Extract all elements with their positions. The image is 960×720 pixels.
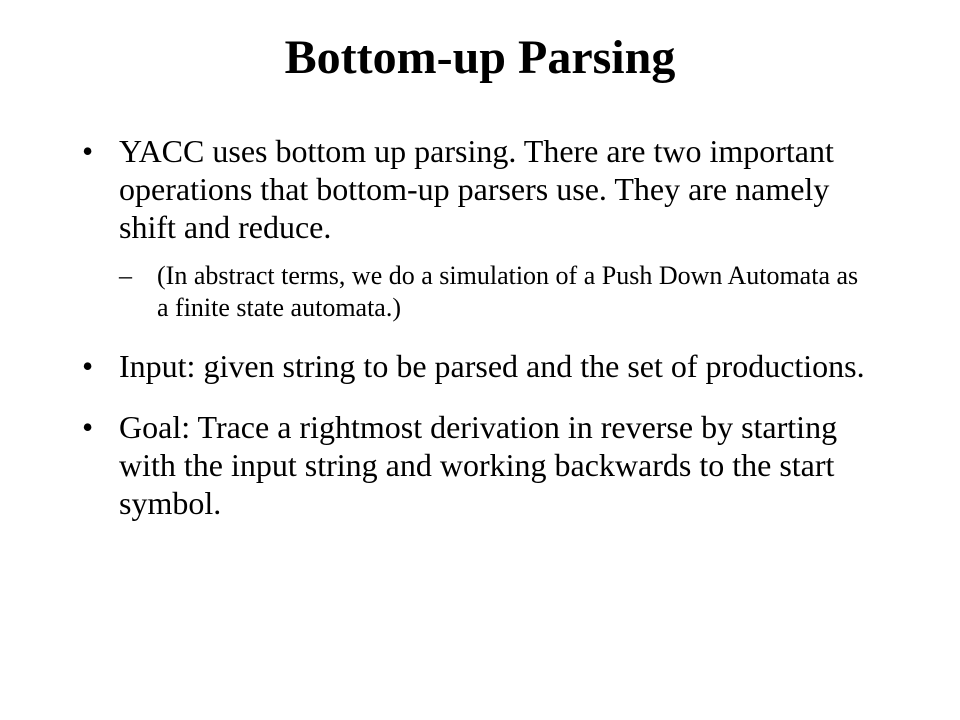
bullet-text-input: Input: given string to be parsed and the set of productions. <box>119 348 865 384</box>
bullet-marker: • <box>82 409 94 445</box>
slide-title: Bottom-up Parsing <box>284 31 676 84</box>
bullet-marker: • <box>82 348 94 384</box>
sub-bullet-item-abstract <box>119 260 872 324</box>
bullet-item-goal <box>82 408 872 522</box>
bullet-list <box>82 132 872 545</box>
sub-bullet-text-abstract: (In abstract terms, we do a simulation of a Push Down Automata as a finite state automata.) <box>157 261 859 322</box>
bullet-marker: • <box>82 133 94 169</box>
bullet-item-input <box>82 347 872 385</box>
sub-bullet-list <box>119 260 872 324</box>
bullet-item-yacc <box>82 132 872 324</box>
bullet-text-goal: Goal: Trace a rightmost derivation in reverse by starting with the input string and working backwards to the start symbol. <box>119 409 838 521</box>
bullet-text-yacc: YACC uses bottom up parsing. There are two important operations that bottom-up parsers use. They are namely shift and reduce. <box>119 133 834 245</box>
sub-bullet-marker: – <box>119 261 132 290</box>
